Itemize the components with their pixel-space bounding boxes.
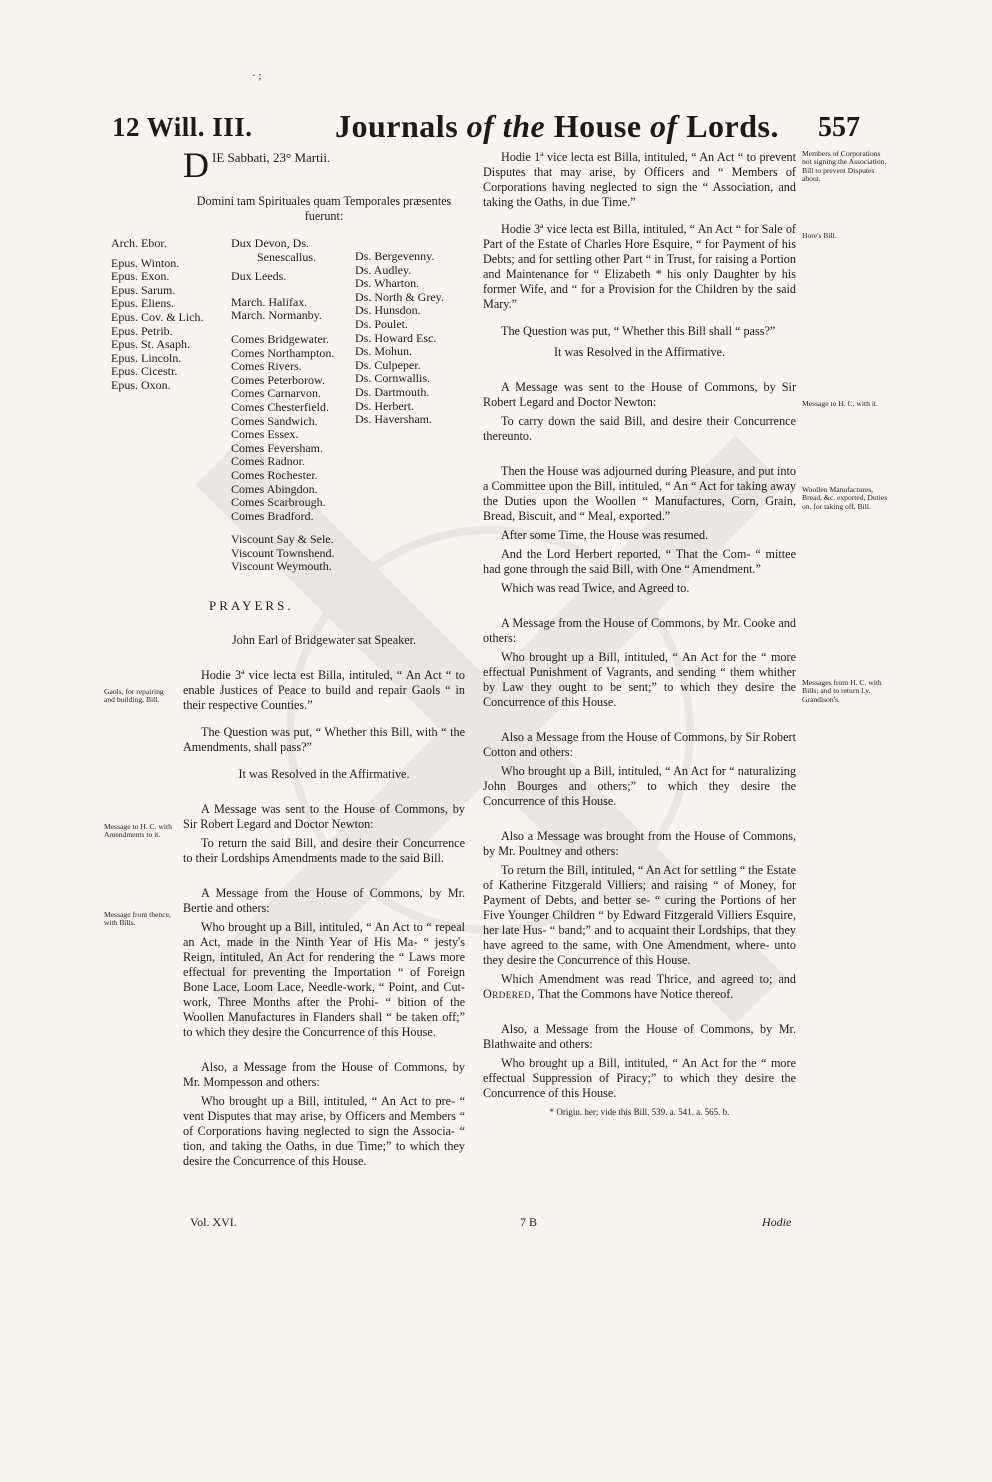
amendment-text: Which Amendment was read Thrice, and agreed to; and	[501, 972, 796, 986]
right-column	[483, 150, 796, 1120]
lord-name: Arch. Ebor.	[111, 236, 167, 250]
ordered-text: That the Commons have Notice thereof.	[537, 987, 734, 1001]
lord-name: Comes Carnarvon.	[231, 386, 321, 401]
speaker-line: John Earl of Bridgewater sat Speaker.	[231, 633, 417, 647]
lord-name: Comes Rivers.	[231, 359, 302, 374]
catchword: Hodie	[762, 1215, 792, 1229]
message-blathwaite-detail: Who brought up a Bill, intituled, “ An Act for the “ more effectual Suppression of Piracy;” to which they desire the Concurrence of this House.	[483, 1056, 796, 1100]
amendment-ordered	[483, 972, 796, 1002]
message-poultney: Also a Message was brought from the House of Commons, by Mr. Poultney and others:	[483, 829, 796, 858]
left-column-proceedings	[183, 598, 465, 1169]
lord-name: Ds. Wharton.	[355, 276, 420, 291]
lord-name: Comes Scarbrough.	[231, 495, 326, 510]
lord-name: Epus. Lincoln.	[111, 350, 182, 365]
hore-bill-entry: Hodie 3ª vice lecta est Billa, intituled, “ An Act “ for Sale of Part of the Estate of Charles Hore Esquire, “ for Payment of his Debts; and for settling other Part “ in Trust, for raising a Portion and Maintenance for “ Elizabeth * his only Daughter by his former Wife, and “ for a Provision for the Children by the said Mary.”	[483, 222, 796, 311]
signature-mark: 7 B	[520, 1215, 538, 1229]
present-heading: Domini tam Spirituales quam Temporales præsentes fuerunt:	[196, 194, 452, 223]
lord-name: Comes Essex.	[231, 427, 299, 442]
lord-name: Epus. Eliens.	[111, 296, 174, 311]
lord-name: Dux Leeds.	[231, 269, 287, 284]
woollen-committee-entry: Then the House was adjourned during Pleasure, and put into a Committee upon the Bill, intituled, “ An “ Act for taking away the Duties upon the Woollen “ Manufactures, Corn, Grain, Bread, Biscuit, and “ Meal, exported.”	[483, 464, 796, 523]
hore-question: The Question was put, “ Whether this Bill shall “ pass?”	[501, 324, 776, 338]
lord-name: Ds. Hunsdon.	[355, 303, 421, 318]
lord-name: Ds. Haversham.	[355, 412, 432, 427]
message-blathwaite: Also, a Message from the House of Commons, by Mr. Blathwaite and others:	[483, 1022, 796, 1051]
message-legard-newton: A Message was sent to the House of Commons, by Sir Robert Legard and Doctor Newton:	[183, 802, 465, 831]
lord-name: Epus. Petrib.	[111, 323, 173, 338]
message-legard-newton-2: A Message was sent to the House of Commons, by Sir Robert Legard and Doctor Newton:	[483, 380, 796, 409]
title-of-the: of the	[466, 108, 546, 144]
lord-name: Ds. Howard Esc.	[355, 330, 437, 345]
lord-name: March. Halifax.	[231, 294, 308, 309]
day-heading	[183, 145, 465, 185]
lord-name: Comes Peterborow.	[231, 372, 325, 387]
drop-cap: D	[183, 145, 209, 185]
lord-name: Viscount Townshend.	[231, 545, 335, 560]
lords-spiritual-list	[111, 237, 204, 393]
lords-barons-list	[355, 250, 444, 427]
title-of: of	[650, 108, 678, 144]
lord-name: Comes Bradford.	[231, 508, 314, 523]
day-heading-text: IE Sabbati, 23° Martii.	[212, 150, 331, 165]
lord-name: Senescallus.	[257, 249, 316, 264]
lord-name: Ds. Mohun.	[355, 344, 413, 359]
lord-name: Ds. Cornwallis.	[355, 371, 430, 386]
message-cotton-detail: Who brought up a Bill, intituled, “ An Act for “ naturalizing John Bourges and others;” to which they desire the Concurrence of this House.	[483, 764, 796, 808]
prayers-heading: PRAYERS.	[209, 598, 294, 613]
title-journals: Journals	[335, 108, 459, 144]
corporations-bill-entry: Hodie 1ª vice lecta est Billa, intituled, “ An Act “ to prevent Disputes that may arise, by Officers and “ Members of Corporations having neglected to sign the “ Association, and taking the Oaths, in due Time.”	[483, 150, 796, 209]
stray-mark: · ;	[252, 70, 262, 82]
message-bertie: A Message from the House of Commons, by Mr. Bertie and others:	[183, 886, 465, 915]
gaols-bill-entry: Hodie 3ª vice lecta est Billa, intituled, “ An Act “ to enable Justices of Peace to build and repair Gaols “ in their respective Counties.”	[183, 668, 465, 712]
message-bertie-detail: Who brought up a Bill, intituled, “ An Act to “ repeal an Act, made in the Ninth Year of His Ma- “ jesty's Reign, intituled, An Act for rendering the “ Laws more effectual for preventing the Importation “ of Foreign Bone Lace, Loom Lace, Needle-work, “ Point, and Cut-work, Three Months after the Prohi- “ bition of the Woollen Manufactures in Flanders shall “ be taken off;” to which they desire the Concurrence of this House.	[183, 920, 465, 1039]
lord-name: Epus. Cicestr.	[111, 364, 178, 379]
lords-temporal-list	[231, 237, 335, 574]
hore-resolved: It was Resolved in the Affirmative.	[553, 345, 726, 359]
woollen-agreed: Which was read Twice, and Agreed to.	[501, 581, 690, 595]
message-cooke-detail: Who brought up a Bill, intituled, “ An Act for the “ more effectual Punishment of Vagrants, and sending “ them whither by Law they ought to be sent;” to which they desire the Concurrence of this House.	[483, 650, 796, 709]
lord-name: Viscount Weymouth.	[231, 559, 332, 574]
message-mompesson: Also, a Message from the House of Commons, by Mr. Mompesson and others:	[183, 1060, 465, 1089]
message-cooke: A Message from the House of Commons, by Mr. Cooke and others:	[483, 616, 796, 645]
lord-name: Comes Bridgewater.	[231, 331, 329, 346]
footnote: * Origin. her; vide this Bill, 539. a. 541. a. 565. b.	[549, 1107, 730, 1117]
margin-note-hore: Hore's Bill.	[802, 231, 837, 240]
margin-note-message-hc: Message to H. C. with it.	[802, 399, 878, 408]
lord-name: Comes Chesterfield.	[231, 399, 329, 414]
lord-name: Epus. Oxon.	[111, 377, 171, 392]
margin-note-message-amendments: Message to H. C. with Amendments to it.	[104, 822, 172, 840]
message-mompesson-detail: Who brought up a Bill, intituled, “ An Act to pre- “ vent Disputes that may arise, by Officers and Members “ of Corporations having neglected to sign the Associa- “ tion, and taking the Oaths, in due Time;” to which they desire the Concurrence of this House.	[183, 1094, 465, 1168]
running-head-title	[335, 108, 779, 145]
lord-name: Comes Feversham.	[231, 440, 323, 455]
lord-name: Ds. Dartmouth.	[355, 384, 430, 399]
lord-name: Comes Northampton.	[231, 345, 335, 360]
lord-name: Ds. Audley.	[355, 262, 412, 277]
lord-name: Epus. Sarum.	[111, 282, 176, 297]
page-number: 557	[818, 112, 860, 143]
lord-name: Comes Sandwich.	[231, 413, 318, 428]
left-column	[183, 145, 465, 224]
margin-note-message-bills: Message from thence, with Bills.	[104, 910, 171, 928]
margin-note-messages-from: Messages from H. C. with Bills; and to return Ly. Grandison's.	[802, 678, 882, 704]
message-legard-newton-2-detail: To carry down the said Bill, and desire their Concurrence thereunto.	[483, 414, 796, 443]
message-poultney-detail: To return the Bill, intituled, “ An Act for settling “ the Estate of Katherine Fitzgerald Villiers; and raising “ of Money, for Payment of Debts, and better se- “ curing the Portions of her Five Younger Children “ by Edward Fitzgerald Villiers Esquire, her late Hus- “ band;” and to acquaint their Lordships, that they have agreed to the same, with One Amendment, where- unto they desire the Concurrence of this House.	[483, 863, 796, 967]
lord-name: Ds. Herbert.	[355, 398, 414, 413]
gaols-question: The Question was put, “ Whether this Bill, with “ the Amendments, shall pass?”	[183, 725, 465, 754]
lord-name: Ds. Culpeper.	[355, 357, 421, 372]
lord-name: Epus. Exon.	[111, 269, 170, 284]
gaols-resolved: It was Resolved in the Affirmative.	[238, 767, 410, 781]
lord-name: Ds. North & Grey.	[355, 289, 444, 304]
woollen-resumed: After some Time, the House was resumed.	[501, 528, 709, 542]
lord-name: Comes Rochester.	[231, 467, 318, 482]
margin-note-gaols: Gaols, for repairing and building, Bill.	[104, 687, 164, 705]
woollen-report: And the Lord Herbert reported, “ That the Com- “ mittee had gone through the said Bill, with One “ Amendment.”	[483, 547, 796, 576]
margin-note-woollen: Woollen Manufactures, Bread, &c. exported, Duties on, for taking off, Bill.	[802, 485, 888, 511]
lord-name: Viscount Say & Sele.	[231, 532, 334, 547]
running-head-regnal-year: 12 Will. III.	[112, 112, 253, 142]
lord-name: Dux Devon, Ds.	[231, 236, 309, 250]
title-lords: Lords.	[686, 108, 779, 144]
message-legard-newton-detail: To return the said Bill, and desire their Concurrence to their Lordships Amendments made to the said Bill.	[183, 836, 465, 865]
ordered-word: Ordered,	[483, 987, 535, 1001]
lord-name: March. Normanby.	[231, 308, 322, 323]
lord-name: Comes Radnor.	[231, 454, 305, 469]
lord-name: Epus. Winton.	[111, 255, 180, 270]
margin-note-corporations: Members of Corporations not signing the Association, Bill to prevent Disputes about.	[802, 149, 887, 184]
lord-name: Ds. Poulet.	[355, 316, 409, 331]
lord-name: Comes Abingdon.	[231, 481, 318, 496]
lord-name: Epus. Cov. & Lich.	[111, 309, 204, 324]
title-house: House	[553, 108, 642, 144]
volume-number: Vol. XVI.	[190, 1215, 237, 1229]
lord-name: Epus. St. Asaph.	[111, 337, 191, 352]
message-cotton: Also a Message from the House of Commons, by Sir Robert Cotton and others:	[483, 730, 796, 759]
lord-name: Ds. Bergevenny.	[355, 249, 435, 263]
